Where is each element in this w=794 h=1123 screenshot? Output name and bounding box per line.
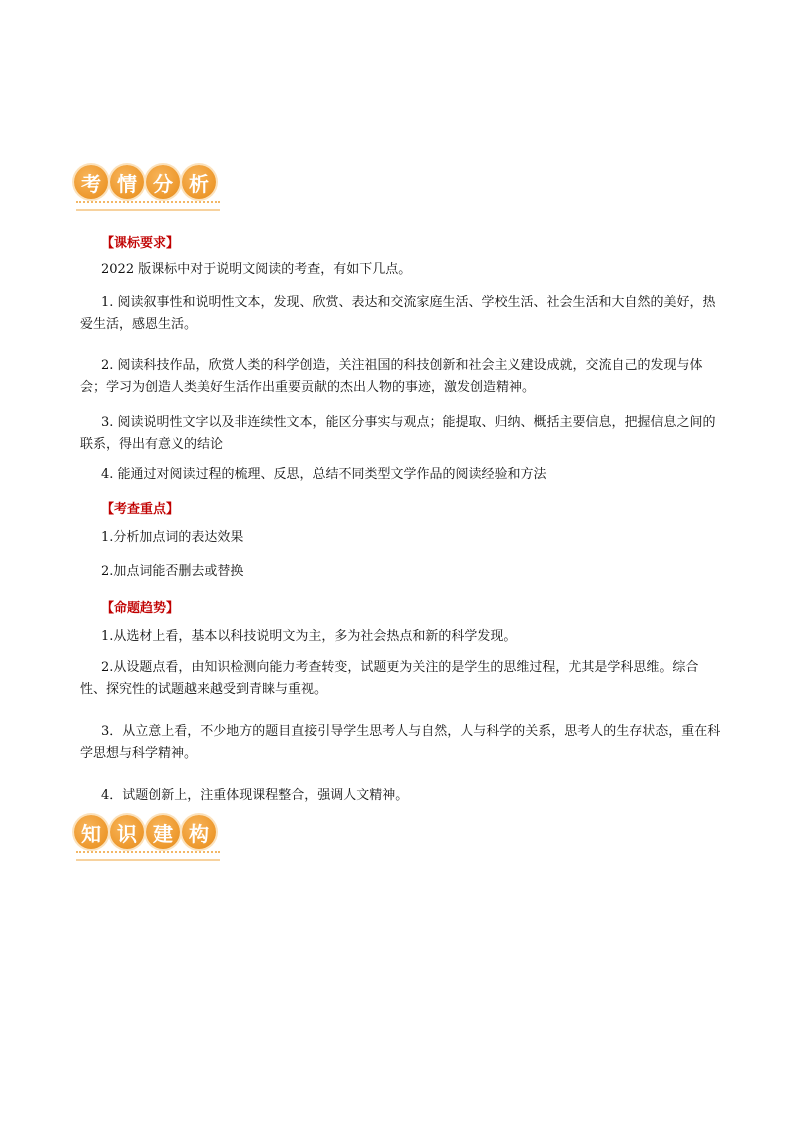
banner-underline xyxy=(76,851,220,861)
banner-char: 析 xyxy=(182,165,216,199)
paragraph: 2. 阅读科技作品，欣赏人类的科学创造，关注祖国的科技创新和社会主义建设成就，交流自己的发现与体会；学习为创造人类美好生活作出重要贡献的杰出人物的事迹，激发创造精神。 xyxy=(80,358,703,395)
paragraph: 3. 阅读说明性文字以及非连续性文本，能区分事实与观点；能提取、归纳、概括主要信息，把握信息之间的联系，得出有意义的结论 xyxy=(80,415,716,452)
banner-char: 构 xyxy=(182,815,216,849)
section-label-focus: 【考查重点】 xyxy=(101,502,180,517)
banner-char: 分 xyxy=(146,165,180,199)
banner-char: 知 xyxy=(74,815,108,849)
banner-char: 情 xyxy=(110,165,144,199)
banner-char: 建 xyxy=(146,815,180,849)
paragraph: 4．试题创新上，注重体现课程整合，强调人文精神。 xyxy=(101,788,409,803)
banner-char: 识 xyxy=(110,815,144,849)
section-banner-knowledge-structure xyxy=(74,815,218,859)
paragraph: 1. 阅读叙事性和说明性文本，发现、欣赏、表达和交流家庭生活、学校生活、社会生活和大自然的美好，热爱生活，感恩生活。 xyxy=(80,295,716,332)
banner-underline xyxy=(76,201,220,211)
section-label-trend: 【命题趋势】 xyxy=(101,601,180,616)
paragraph: 2.加点词能否删去或替换 xyxy=(101,564,244,579)
paragraph: 4. 能通过对阅读过程的梳理、反思，总结不同类型文学作品的阅读经验和方法 xyxy=(101,467,547,482)
section-banner-exam-analysis xyxy=(74,165,218,209)
paragraph: 3．从立意上看，不少地方的题目直接引导学生思考人与自然，人与科学的关系，思考人的生存状态，重在科学思想与科学精神。 xyxy=(80,724,721,761)
banner-char: 考 xyxy=(74,165,108,199)
intro-paragraph: 2022 版课标中对于说明文阅读的考查，有如下几点。 xyxy=(101,262,412,277)
paragraph: 1.分析加点词的表达效果 xyxy=(101,530,244,545)
paragraph: 1.从选材上看，基本以科技说明文为主，多为社会热点和新的科学发现。 xyxy=(101,629,517,644)
paragraph: 2.从设题点看，由知识检测向能力考查转变，试题更为关注的是学生的思维过程，尤其是学科思维。综合性、探究性的试题越来越受到青睐与重视。 xyxy=(80,660,699,697)
section-label-curriculum: 【课标要求】 xyxy=(101,236,180,251)
